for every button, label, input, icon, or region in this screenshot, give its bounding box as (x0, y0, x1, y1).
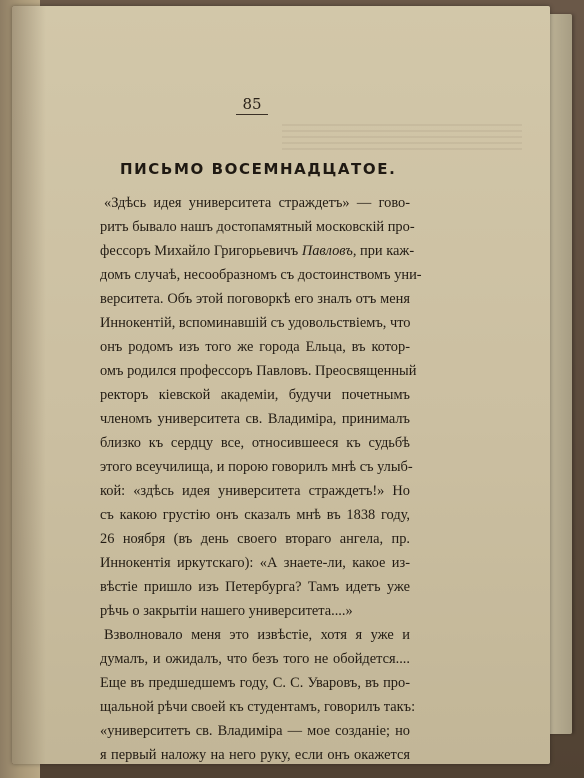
text-line: вѣстіе пришло изъ Петербурга? Тамъ идетъ уже (100, 579, 410, 595)
text-line: омъ родился профессоръ Павловъ. Преосвященный (100, 363, 417, 379)
page-number: 85 (236, 96, 268, 115)
text-line: домъ случаѣ, несообразномъ съ достоинствомъ уни- (100, 267, 422, 283)
text-line: верситета. Объ этой поговоркѣ его зналъ отъ меня (100, 291, 410, 307)
text-span: фессоръ Михайло Григорьевичъ (100, 243, 299, 259)
emphasized-name: Павловъ (301, 243, 353, 259)
text-line: я первый наложу на него руку, если онъ окажется (100, 747, 410, 763)
chapter-title: ПИСЬМО ВОСЕМНАДЦАТОЕ. (120, 160, 397, 178)
text-line: съ какою грустію онъ сказалъ мнѣ въ 1838 году, (100, 507, 410, 523)
ink-bleed-through (282, 124, 522, 154)
text-line (100, 242, 415, 260)
text-span: , при каж- (352, 243, 415, 259)
text-line: Иннокентія иркутскаго): «А знаете-ли, какое из- (100, 555, 410, 571)
text-line: 26 ноября (въ день своего втораго ангела, пр. (100, 531, 410, 547)
book-page (12, 6, 550, 764)
text-line: членомъ университета св. Владиміра, принималъ (100, 411, 410, 427)
text-line: ректоръ кіевской академіи, будучи почетнымъ (100, 387, 410, 403)
text-line: близко къ сердцу все, относившееся къ судьбѣ (100, 435, 410, 451)
text-line: думалъ, и ожидалъ, что безъ того не обойдется.... (100, 651, 410, 667)
text-line: «Здѣсь идея университета страждетъ» — гово- (104, 195, 410, 211)
text-line: этого всеучилища, и порою говорилъ мнѣ съ улыб- (100, 459, 413, 475)
gutter-shadow (12, 6, 46, 764)
text-line: ритъ бывало нашъ достопамятный московскій про- (100, 219, 415, 235)
text-line: онъ родомъ изъ того же города Ельца, въ котор- (100, 339, 410, 355)
text-line: Взволновало меня это извѣстіе, хотя я уже и (104, 627, 410, 643)
text-line: «университетъ св. Владиміра — мое созданіе; но (100, 723, 410, 739)
text-line: кой: «здѣсь идея университета страждетъ!» Но (100, 483, 410, 499)
text-line: Иннокентій, вспоминавшій съ удовольствіемъ, что (100, 315, 411, 331)
text-line: рѣчь о закрытіи нашего университета....» (100, 603, 353, 619)
text-line: Еще въ предшедшемъ году, С. С. Уваровъ, въ про- (100, 675, 410, 691)
text-line: щальной рѣчи своей къ студентамъ, говорилъ такъ: (100, 699, 416, 715)
